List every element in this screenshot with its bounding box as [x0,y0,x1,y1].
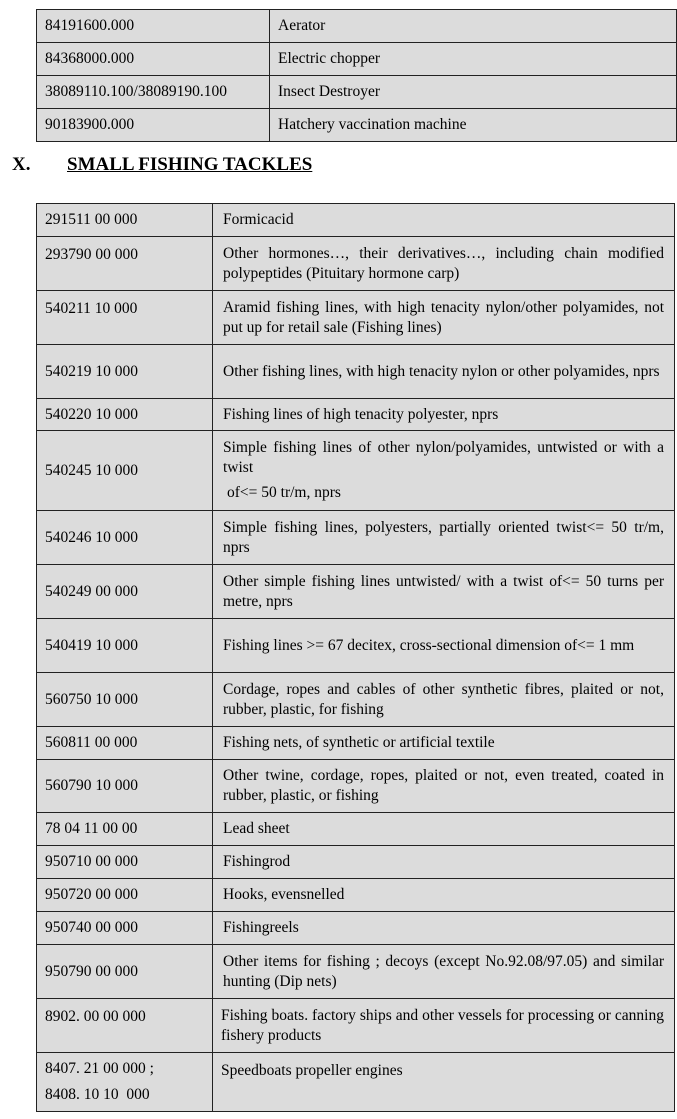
table-row [37,1053,675,1112]
hs-code: 560811 00 000 [37,727,213,760]
table-row [37,999,675,1053]
item-description: Hatchery vaccination machine [270,109,677,142]
hs-code: 8902. 00 00 000 [37,999,213,1053]
table-row [37,237,675,291]
table-row [37,879,675,912]
table-row [37,813,675,846]
item-description: Speedboats propeller engines [213,1053,675,1112]
hs-code-cell [37,1053,213,1112]
hs-code: 84191600.000 [37,10,270,43]
table-row [37,204,675,237]
hs-code: 291511 00 000 [37,204,213,237]
item-description: Insect Destroyer [270,76,677,109]
item-description: Fishingreels [213,912,675,945]
item-description: Simple fishing lines of other nylon/polyamides, untwisted or with a twist [223,439,664,476]
item-description: Fishing lines >= 67 decitex, cross-sectional dimension of<= 1 mm [213,619,675,673]
hs-code-secondary: 8408. 10 10 000 [45,1086,150,1103]
item-description: Cordage, ropes and cables of other synthetic fibres, plaited or not, rubber, plastic, for fishing [213,673,675,727]
hs-code: 293790 00 000 [37,237,213,291]
section-title: SMALL FISHING TACKLES [67,154,313,175]
table-row [37,43,677,76]
table-row [37,673,675,727]
item-description: Fishingrod [213,846,675,879]
table-row [37,727,675,760]
hs-code: 540249 00 000 [37,565,213,619]
item-description-continued: of<= 50 tr/m, nprs [227,484,341,501]
table-row [37,431,675,511]
hs-code: 540219 10 000 [37,345,213,399]
table-row [37,945,675,999]
hs-code: 950740 00 000 [37,912,213,945]
hs-code: 8407. 21 00 000 ; [45,1060,154,1077]
item-description: Fishing boats. factory ships and other vessels for processing or canning fishery products [213,999,675,1053]
fishing-tackle-table [36,203,675,1112]
item-description: Formicacid [213,204,675,237]
item-description: Aerator [270,10,677,43]
item-description: Simple fishing lines, polyesters, partially oriented twist<= 50 tr/m, nprs [213,511,675,565]
table-row [37,511,675,565]
item-description: Other simple fishing lines untwisted/ with a twist of<= 50 turns per metre, nprs [213,565,675,619]
hs-code: 950720 00 000 [37,879,213,912]
item-description: Electric chopper [270,43,677,76]
hs-code: 540220 10 000 [37,399,213,431]
hs-code: 78 04 11 00 00 [37,813,213,846]
item-description: Other twine, cordage, ropes, plaited or not, even treated, coated in rubber, plastic, or fishing [213,760,675,813]
top-table [36,9,677,142]
section-number: X. [12,154,31,175]
hs-code: 540211 10 000 [37,291,213,345]
hs-code: 38089110.100/38089190.100 [37,76,270,109]
hs-code: 90183900.000 [37,109,270,142]
hs-code: 540245 10 000 [37,431,213,511]
table-row [37,846,675,879]
item-description: Hooks, evensnelled [213,879,675,912]
item-description: Other hormones…, their derivatives…, including chain modified polypeptides (Pituitary hormone carp) [213,237,675,291]
table-row [37,76,677,109]
item-description: Aramid fishing lines, with high tenacity nylon/other polyamides, not put up for retail sale (Fishing lines) [213,291,675,345]
hs-code: 560750 10 000 [37,673,213,727]
table-row [37,109,677,142]
hs-code: 950790 00 000 [37,945,213,999]
section-heading [12,154,312,176]
hs-code: 84368000.000 [37,43,270,76]
hs-code: 560790 10 000 [37,760,213,813]
table-row [37,345,675,399]
hs-code: 950710 00 000 [37,846,213,879]
hs-code: 540246 10 000 [37,511,213,565]
item-description: Lead sheet [213,813,675,846]
item-description: Fishing lines of high tenacity polyester, nprs [213,399,675,431]
item-description-cell [213,431,675,511]
table-row [37,760,675,813]
table-row [37,619,675,673]
item-description: Other items for fishing ; decoys (except No.92.08/97.05) and similar hunting (Dip nets) [213,945,675,999]
table-row [37,912,675,945]
table-row [37,10,677,43]
hs-code: 540419 10 000 [37,619,213,673]
table-row [37,565,675,619]
item-description: Fishing nets, of synthetic or artificial textile [213,727,675,760]
item-description: Other fishing lines, with high tenacity nylon or other polyamides, nprs [213,345,675,399]
table-row [37,291,675,345]
table-row [37,399,675,431]
